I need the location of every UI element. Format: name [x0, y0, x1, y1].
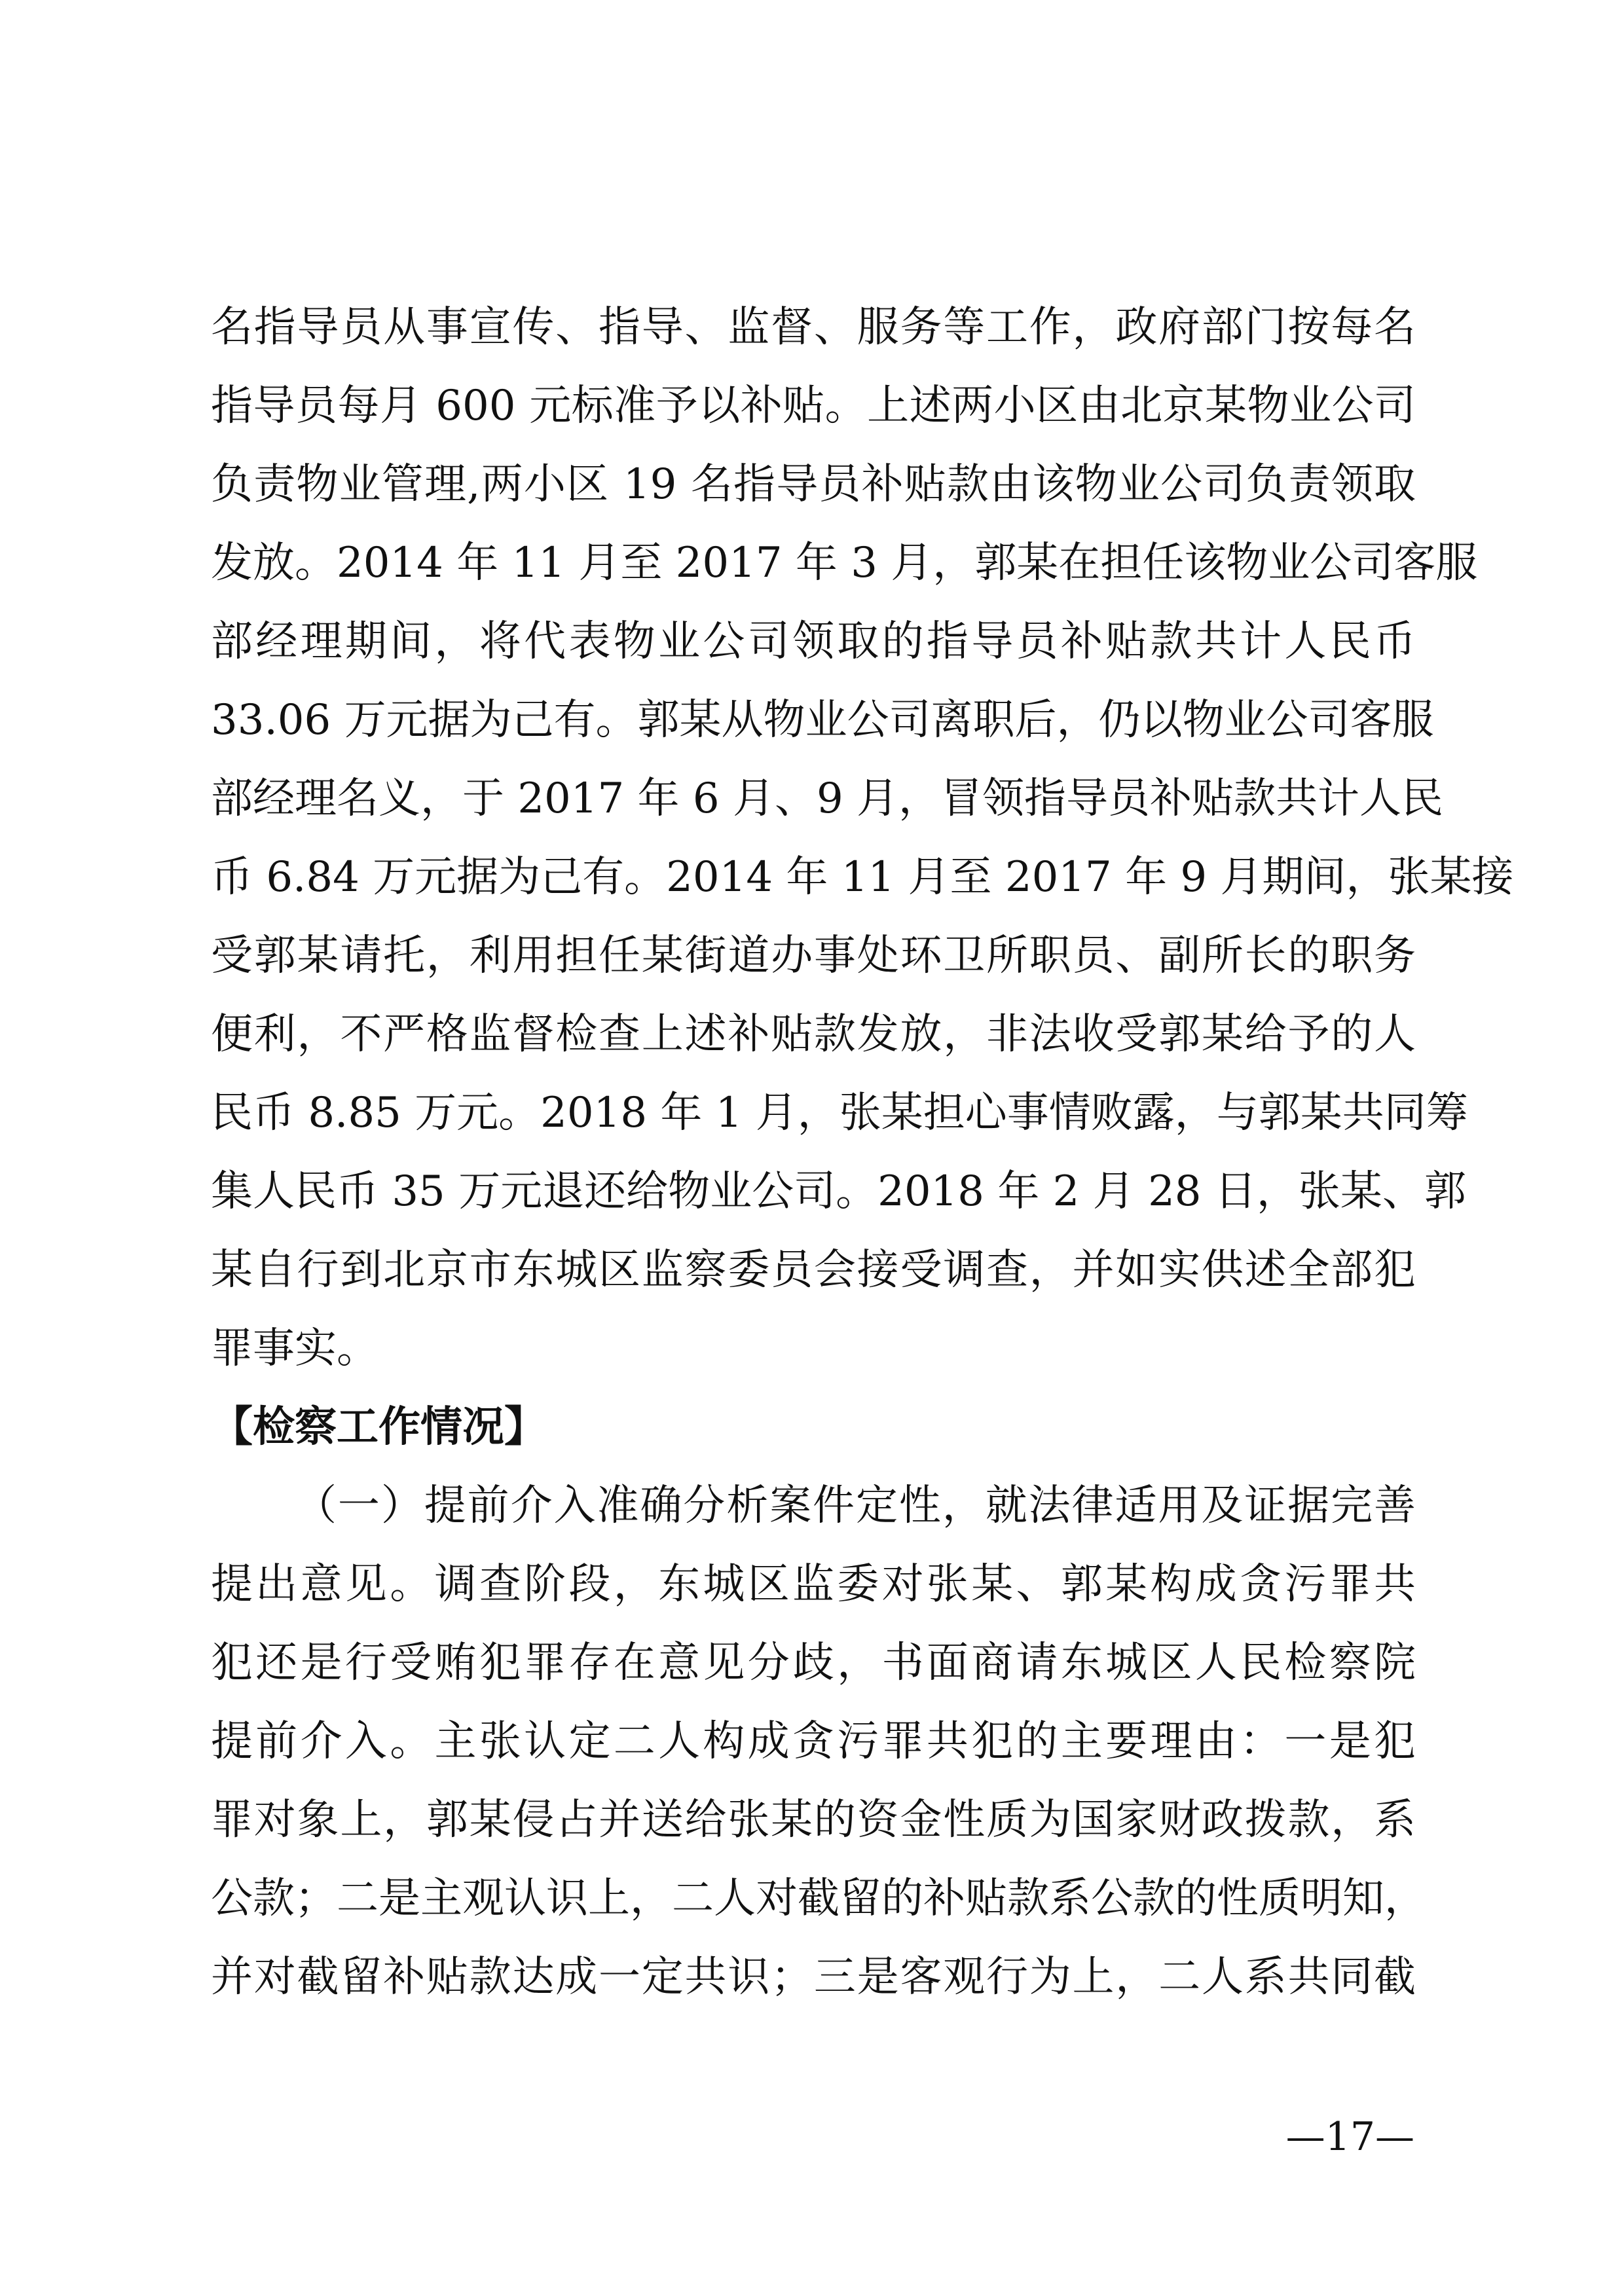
body-text-line: 指导员每月 600 元标准予以补贴。上述两小区由北京某物业公司 — [211, 382, 1416, 430]
body-text-line: 便利，不严格监督检查上述补贴款发放，非法收受郭某给予的人 — [211, 1010, 1416, 1059]
body-text-line: 并对截留补贴款达成一定共识；三是客观行为上，二人系共同截 — [211, 1953, 1416, 2001]
body-text-line: 部经理名义，于 2017 年 6 月、9 月，冒领指导员补贴款共计人民 — [211, 774, 1444, 823]
body-text-line: 民币 8.85 万元。2018 年 1 月，张某担心事情败露，与郭某共同筹 — [211, 1089, 1468, 1137]
body-text-line: 罪对象上，郭某侵占并送给张某的资金性质为国家财政拨款，系 — [211, 1796, 1416, 1844]
body-text-line: 币 6.84 万元据为己有。2014 年 11 月至 2017 年 9 月期间，张某接 — [211, 853, 1514, 902]
body-text-line: 犯还是行受贿犯罪存在意见分歧，书面商请东城区人民检察院 — [211, 1639, 1416, 1687]
body-text-line: 33.06 万元据为己有。郭某从物业公司离职后，仍以物业公司客服 — [211, 696, 1434, 744]
body-text-line: 受郭某请托，利用担任某街道办事处环卫所职员、副所长的职务 — [211, 932, 1416, 980]
page-number: —17— — [1285, 2114, 1414, 2160]
body-text-line: 集人民币 35 万元退还给物业公司。2018 年 2 月 28 日，张某、郭 — [211, 1167, 1466, 1216]
section-heading: 【检察工作情况】 — [211, 1403, 546, 1451]
body-text-line: （一）提前介入准确分析案件定性，就法律适用及证据完善 — [295, 1482, 1416, 1530]
body-text-line: 发放。2014 年 11 月至 2017 年 3 月，郭某在担任该物业公司客服 — [211, 539, 1478, 587]
body-text-line: 提前介入。主张认定二人构成贪污罪共犯的主要理由：一是犯 — [211, 1717, 1416, 1766]
body-text-line: 提出意见。调查阶段，东城区监委对张某、郭某构成贪污罪共 — [211, 1560, 1416, 1609]
body-text-line: 负责物业管理,两小区 19 名指导员补贴款由该物业公司负责领取 — [211, 460, 1416, 509]
body-text-line: 部经理期间，将代表物业公司领取的指导员补贴款共计人民币 — [211, 617, 1416, 666]
body-text-line: 名指导员从事宣传、指导、监督、服务等工作，政府部门按每名 — [211, 303, 1416, 352]
body-text-line: 某自行到北京市东城区监察委员会接受调查，并如实供述全部犯 — [211, 1246, 1416, 1294]
body-text-line: 公款；二是主观认识上，二人对截留的补贴款系公款的性质明知， — [211, 1874, 1426, 1923]
body-text-line: 罪事实。 — [211, 1324, 378, 1373]
